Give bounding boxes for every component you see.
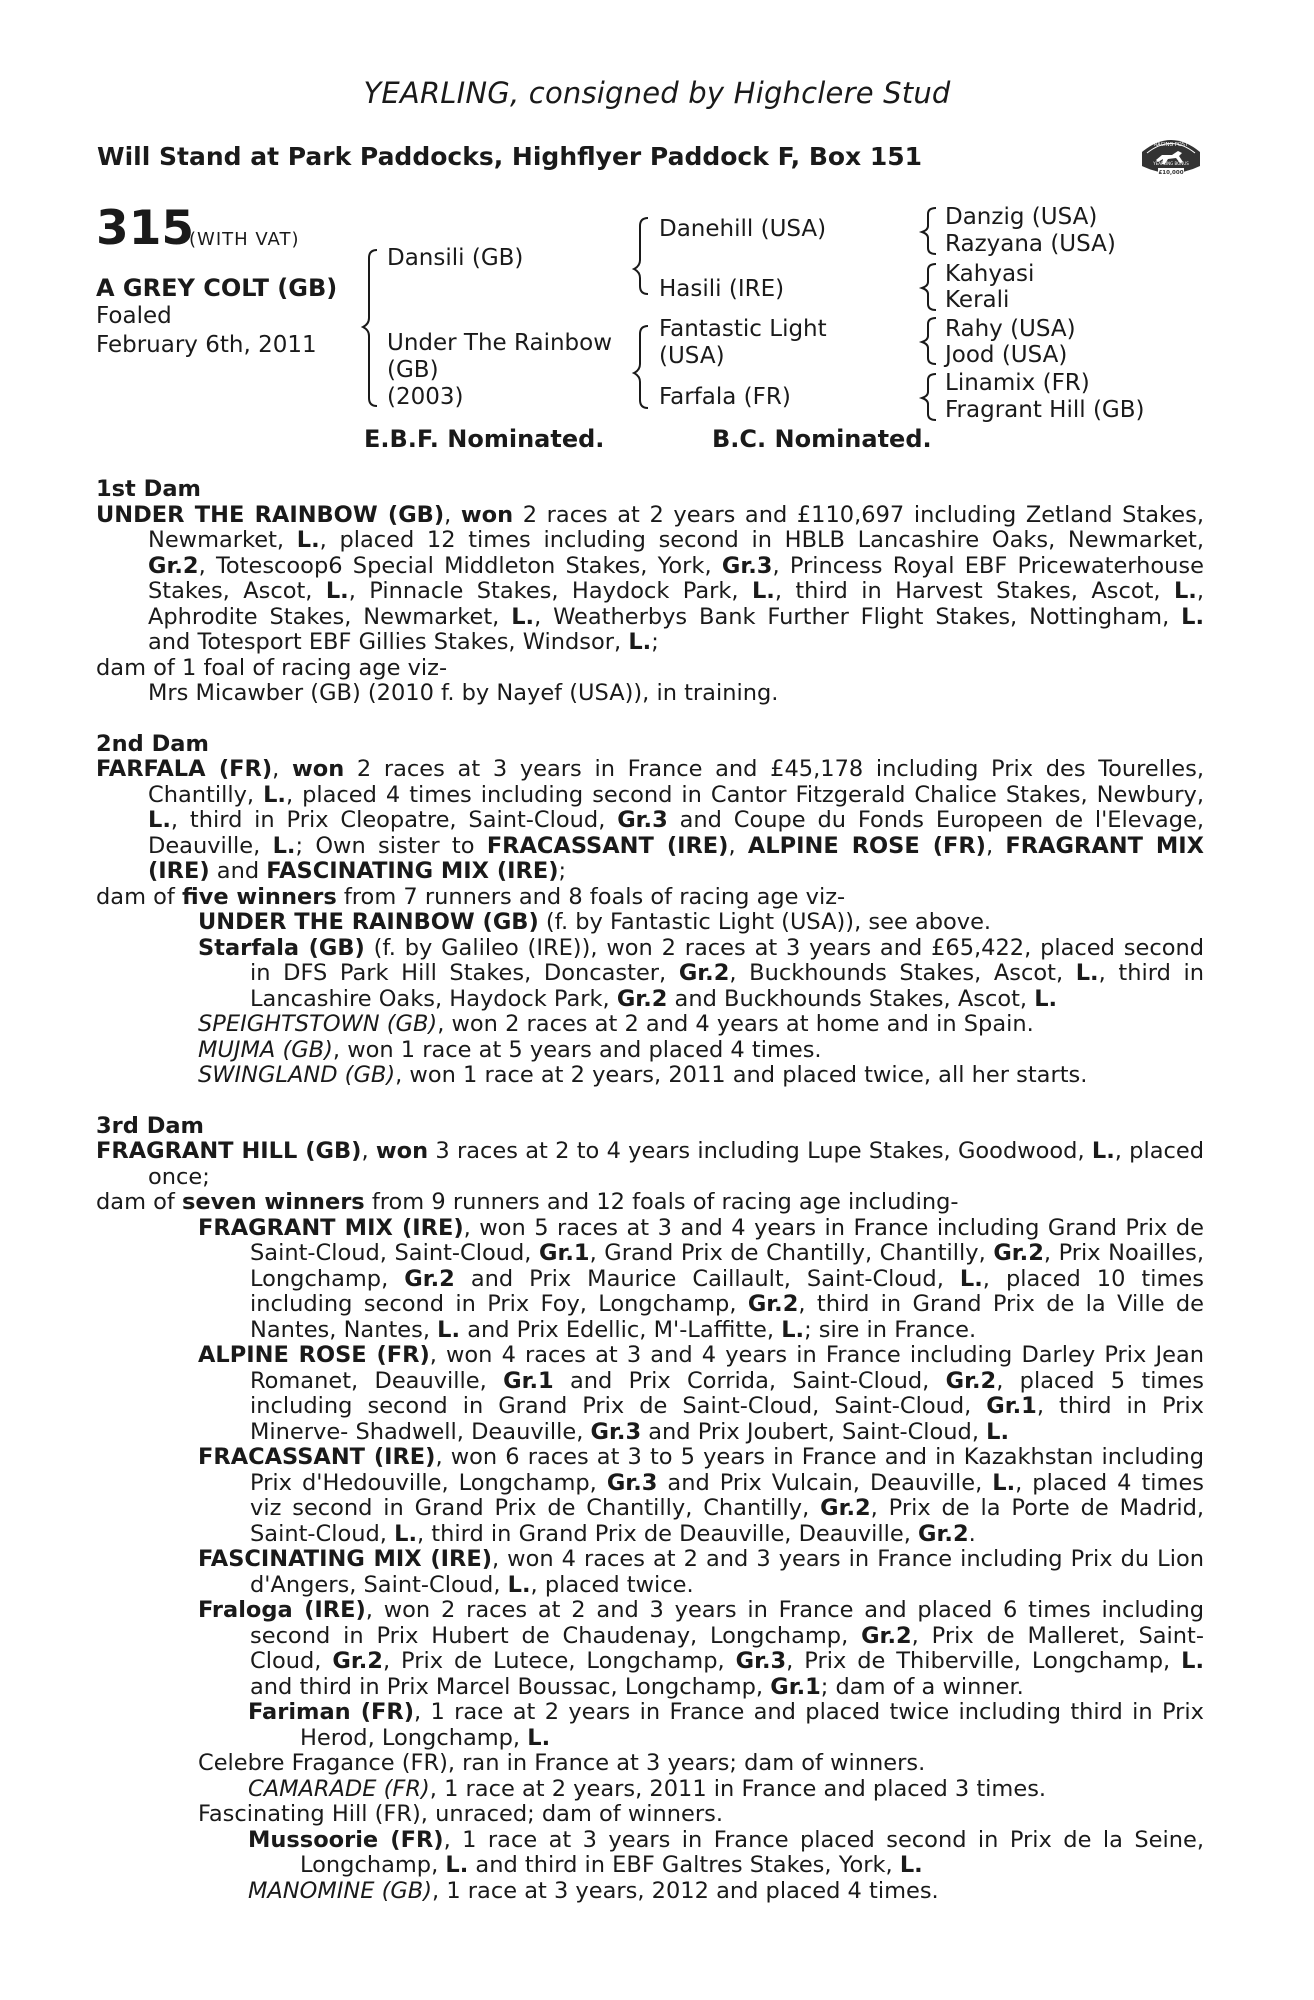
- ped-dsd: Jood (USA): [945, 342, 1068, 368]
- bc-nominated: B.C. Nominated.: [712, 425, 932, 453]
- dam: [387, 330, 612, 411]
- dam-line3: (2003): [387, 384, 464, 410]
- produce-record: [96, 477, 1204, 1904]
- ped-sdd: Kerali: [945, 287, 1010, 313]
- pedigree-brackets: [0, 0, 1314, 440]
- lot-number: 315: [96, 201, 195, 256]
- third-dam-foal: ALPINE ROSE (FR), won 4 races at 3 and 4 years in France including Darley Prix Jean Romanet, Deauville, Gr.1 and Prix Corrida, Saint-Cloud, Gr.2, placed 5 times including second in Grand Prix de Saint-Cloud, Saint-Cloud, Gr.1, third in Prix Minerve- Shadwell, Deauville, Gr.3 and Prix Joubert, Saint-Cloud, L.: [198, 1342, 1204, 1445]
- ebf-nominated: E.B.F. Nominated.: [364, 425, 605, 453]
- badge-line2: YEARLING BONUS: [1153, 161, 1189, 166]
- first-dam-damof: dam of 1 foal of racing age viz-: [96, 654, 448, 681]
- sire-sire: Danehill (USA): [659, 216, 827, 242]
- lot-description: A GREY COLT (GB): [96, 274, 338, 302]
- ped-ssd: Razyana (USA): [945, 231, 1116, 257]
- second-dam-foal: UNDER THE RAINBOW (GB) (f. by Fantastic Light (USA)), see above.: [198, 909, 992, 935]
- third-dam-grandfoal: Mussoorie (FR), 1 race at 3 years in France placed second in Prix de la Seine, Longchamp, L. and third in EBF Galtres Stakes, York, L.: [248, 1826, 1204, 1878]
- second-dam-heading: 2nd Dam: [96, 730, 209, 757]
- sire: Dansili (GB): [387, 245, 524, 271]
- third-dam-foal: Celebre Fragance (FR), ran in France at 3 years; dam of winners.: [198, 1750, 926, 1776]
- ped-dds: Linamix (FR): [945, 370, 1090, 396]
- foaled-date: February 6th, 2011: [96, 332, 317, 358]
- badge-line1: RACING POST: [1154, 142, 1188, 148]
- third-dam-foal: FASCINATING MIX (IRE), won 4 races at 2 and 3 years in France including Prix du Lion d'Angers, Saint-Cloud, L., placed twice.: [198, 1546, 1204, 1598]
- dam-line2: (GB): [387, 357, 439, 383]
- third-dam-foal: Fascinating Hill (FR), unraced; dam of winners.: [198, 1801, 723, 1827]
- third-dam-foal: Fraloga (IRE), won 2 races at 2 and 3 years in France and placed 6 times including second in Prix Hubert de Chaudenay, Longchamp, Gr.2, Prix de Malleret, Saint-Cloud, Gr.2, Prix de Lutece, Longchamp, Gr.3, Prix de Thiberville, Longchamp, L. and third in Prix Marcel Boussac, Longchamp, Gr.1; dam of a winner.: [198, 1597, 1204, 1700]
- ped-sds: Kahyasi: [945, 261, 1035, 287]
- second-dam-damof: dam of five winners from 7 runners and 8 foals of racing age viz-: [96, 883, 846, 910]
- second-dam-foal: SPEIGHTSTOWN (GB), won 2 races at 2 and 4 years at home and in Spain.: [198, 1011, 1034, 1037]
- dam-dam: Farfala (FR): [659, 384, 791, 410]
- second-dam-record: FARFALA (FR), won 2 races at 3 years in France and £45,178 including Prix des Tourelles, Chantilly, L., placed 4 times including second in Cantor Fitzgerald Chalice Stakes, Newbury, L., third in Prix Cleopatre, Saint-Cloud, Gr.3 and Coupe du Fonds Europeen de l'Elevage, Deauville, L.; Own sister to FRACASSANT (IRE), ALPINE ROSE (FR), FRAGRANT MIX (IRE) and FASCINATING MIX (IRE);: [96, 756, 1205, 884]
- first-dam-foal: Mrs Micawber (GB) (2010 f. by Nayef (USA)), in training.: [148, 680, 779, 706]
- third-dam-grandfoal: CAMARADE (FR), 1 race at 2 years, 2011 in France and placed 3 times.: [248, 1775, 1047, 1802]
- second-dam-foal: MUJMA (GB), won 1 race at 5 years and placed 4 times.: [198, 1036, 822, 1063]
- page-header: YEARLING, consigned by Highclere Stud: [363, 76, 951, 110]
- third-dam-grandfoal: Fariman (FR), 1 race at 2 years in France and placed twice including third in Prix Herod, Longchamp, L.: [248, 1699, 1204, 1751]
- first-dam-record: UNDER THE RAINBOW (GB), won 2 races at 2 years and £110,697 including Zetland Stakes, Newmarket, L., placed 12 times including second in HBLB Lancashire Oaks, Newmarket, Gr.2, Totescoop6 Special Middleton Stakes, York, Gr.3, Princess Royal EBF Pricewaterhouse Stakes, Ascot, L., Pinnacle Stakes, Haydock Park, L., third in Harvest Stakes, Ascot, L., Aphrodite Stakes, Newmarket, L., Weatherbys Bank Further Flight Stakes, Nottingham, L. and Totesport EBF Gillies Stakes, Windsor, L.;: [96, 501, 1205, 655]
- second-dam-foal: SWINGLAND (GB), won 1 race at 2 years, 2011 and placed twice, all her starts.: [198, 1062, 1088, 1088]
- ped-ddd: Fragrant Hill (GB): [945, 397, 1145, 423]
- badge-line3: £10,000: [1158, 170, 1184, 176]
- third-dam-record: FRAGRANT HILL (GB), won 3 races at 2 to 4 years including Lupe Stakes, Goodwood, L., placed once;: [96, 1138, 1205, 1190]
- second-dam-foal: Starfala (GB) (f. by Galileo (IRE)), won 2 races at 3 years and £65,422, placed second in DFS Park Hill Stakes, Doncaster, Gr.2, Buckhounds Stakes, Ascot, L., third in Lancashire Oaks, Haydock Park, Gr.2 and Buckhounds Stakes, Ascot, L.: [198, 934, 1204, 1012]
- third-dam-heading: 3rd Dam: [96, 1112, 204, 1139]
- third-dam-foal: FRACASSANT (IRE), won 6 races at 3 to 5 years in France and in Kazakhstan including Prix d'Hedouville, Longchamp, Gr.3 and Prix Vulcain, Deauville, L., placed 4 times viz second in Grand Prix de Chantilly, Chantilly, Gr.2, Prix de la Porte de Madrid, Saint-Cloud, L., third in Grand Prix de Deauville, Deauville, Gr.2.: [198, 1444, 1205, 1547]
- ped-dss: Rahy (USA): [945, 316, 1076, 342]
- foaled-label: Foaled: [96, 303, 172, 329]
- dam-line1: Under The Rainbow: [387, 330, 613, 356]
- dam-sire: [659, 316, 827, 370]
- vat-note: (WITH VAT): [189, 229, 300, 250]
- dam-sire-line2: (USA): [659, 343, 725, 369]
- first-dam-heading: 1st Dam: [96, 476, 201, 502]
- sire-dam: Hasili (IRE): [659, 276, 785, 302]
- dam-sire-line1: Fantastic Light: [659, 316, 827, 342]
- third-dam-grandfoal: MANOMINE (GB), 1 race at 3 years, 2012 and placed 4 times.: [248, 1877, 939, 1904]
- third-dam-damof: dam of seven winners from 9 runners and 12 foals of racing age including-: [96, 1189, 959, 1215]
- ped-sss: Danzig (USA): [945, 204, 1098, 230]
- third-dam-foal: FRAGRANT MIX (IRE), won 5 races at 3 and 4 years in France including Grand Prix de Saint-Cloud, Saint-Cloud, Gr.1, Grand Prix de Chantilly, Chantilly, Gr.2, Prix Noailles, Longchamp, Gr.2 and Prix Maurice Caillault, Saint-Cloud, L., placed 10 times including second in Prix Foy, Longchamp, Gr.2, third in Grand Prix de la Ville de Nantes, Nantes, L. and Prix Edellic, M'-Laffitte, L.; sire in France.: [198, 1214, 1205, 1343]
- stand-location: Will Stand at Park Paddocks, Highflyer Paddock F, Box 151: [97, 142, 923, 171]
